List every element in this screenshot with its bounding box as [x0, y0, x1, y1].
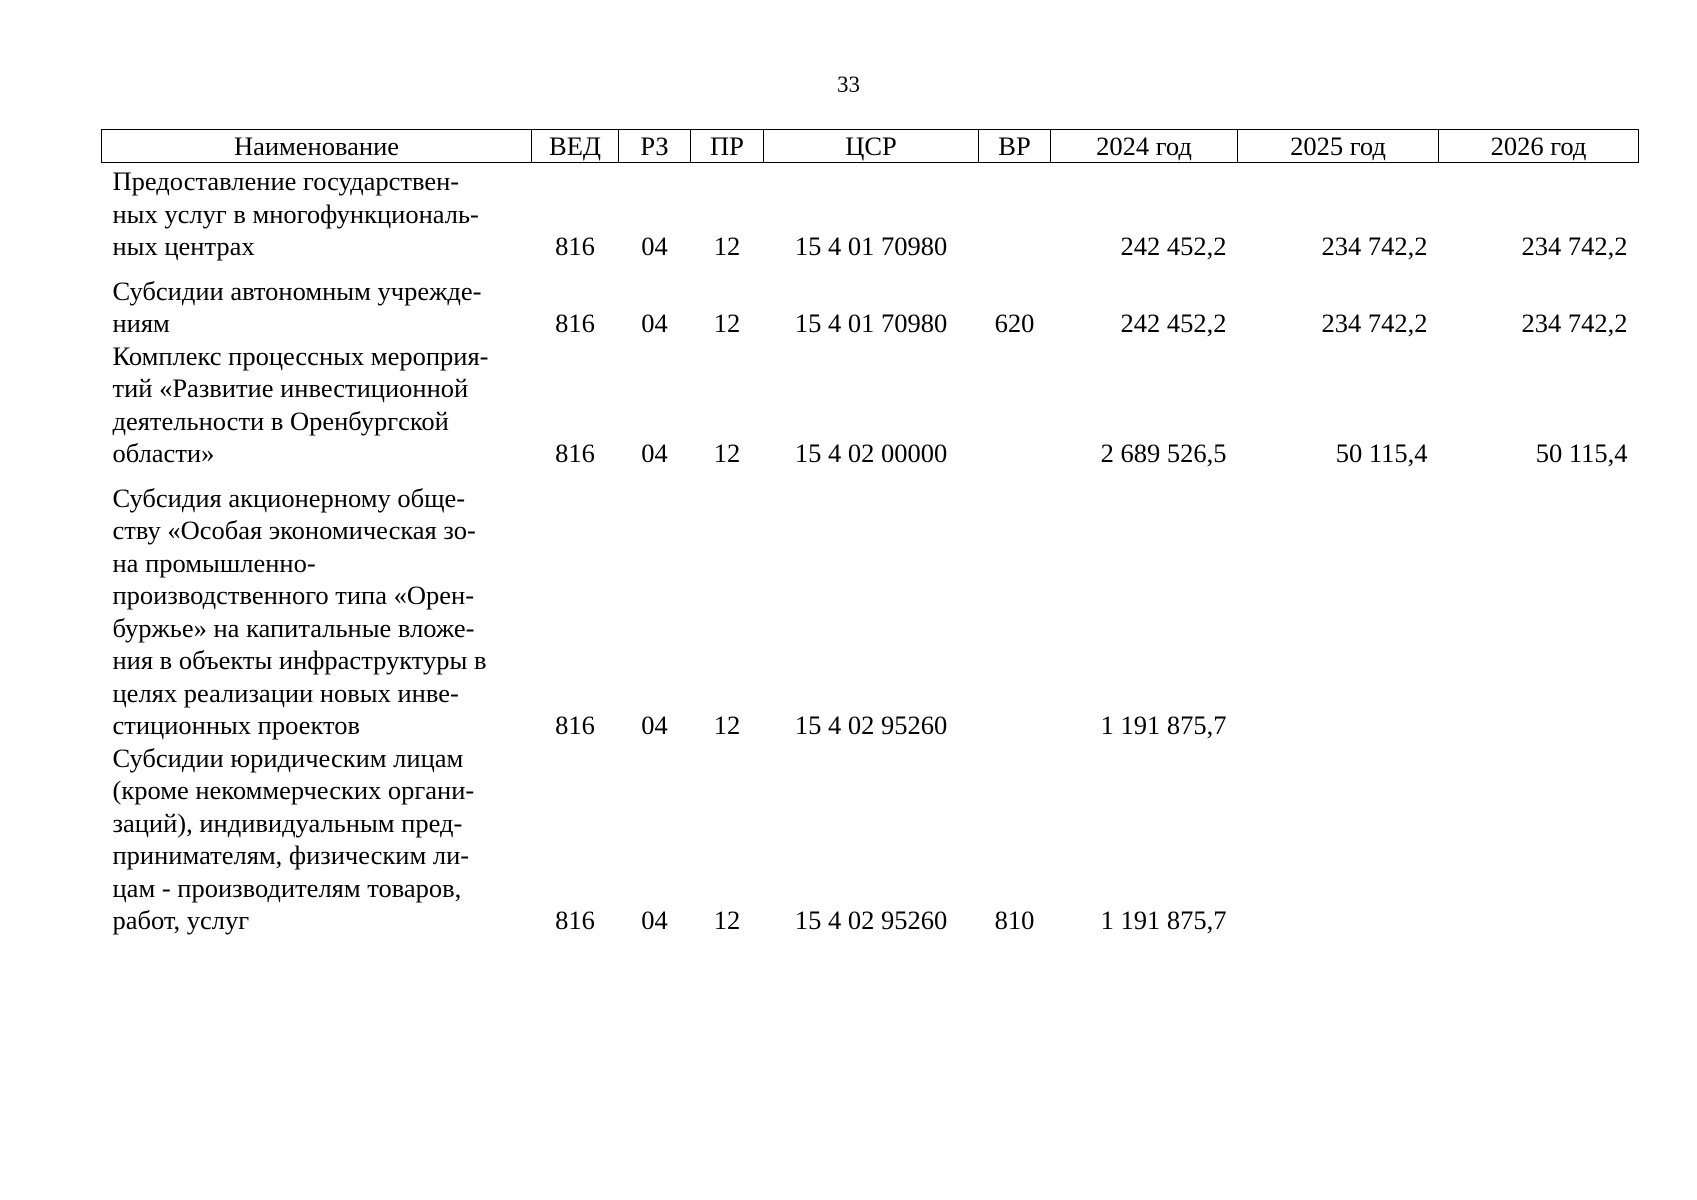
row-name-line: принимателям, физическим ли- [112, 840, 470, 870]
row-name-line: Предоставление государствен- [112, 166, 460, 196]
budget-table [101, 129, 1639, 937]
cell-pr: 12 [713, 308, 741, 338]
cell-csr: 15 4 01 70980 [794, 308, 948, 338]
header-name: Наименование [102, 130, 532, 163]
row-name [102, 470, 532, 742]
table-header-row [102, 130, 1639, 163]
cell-ved: 816 [555, 710, 595, 740]
header-2025: 2025 год [1238, 130, 1439, 163]
row-name-line: целях реализации новых инве- [112, 677, 459, 708]
cell-y2024: 1 191 875,7 [1100, 710, 1227, 740]
row-name-line: области» [112, 438, 215, 468]
cell-ved: 816 [555, 308, 595, 338]
cell-pr: 12 [713, 231, 741, 261]
table-row [102, 470, 1639, 742]
cell-y2026: 234 742,2 [1521, 231, 1628, 261]
budget-table-container [101, 129, 1638, 937]
row-name-line: тий «Развитие инвестиционной [112, 373, 469, 403]
row-name-line: Комплекс процессных мероприя- [112, 340, 489, 371]
cell-csr: 15 4 02 95260 [794, 905, 948, 935]
row-name [102, 263, 532, 340]
cell-y2026 [1439, 470, 1639, 742]
row-name [102, 163, 532, 263]
cell-y2025: 234 742,2 [1321, 308, 1428, 338]
cell-csr: 15 4 02 00000 [794, 438, 948, 468]
row-name-line: ных центрах [112, 231, 255, 261]
cell-pr: 12 [713, 905, 741, 935]
table-row [102, 742, 1639, 937]
cell-y2024: 242 452,2 [1120, 308, 1227, 338]
row-name [102, 742, 532, 937]
cell-y2024: 1 191 875,7 [1100, 905, 1227, 935]
cell-csr: 15 4 02 95260 [794, 710, 948, 740]
table-body [102, 163, 1639, 937]
row-name-line: заций), индивидуальным пред- [112, 807, 463, 838]
cell-vr: 620 [994, 308, 1035, 338]
row-name-line: буржье» на капитальные вложе- [112, 612, 475, 643]
cell-csr: 15 4 01 70980 [794, 231, 948, 261]
cell-y2026 [1439, 742, 1639, 937]
row-name-line: Субсидии юридическим лицам [112, 742, 464, 773]
cell-rz: 04 [641, 905, 668, 935]
row-name-line: (кроме некоммерческих органи- [112, 775, 475, 805]
row-name-line: ных услуг в многофункциональ- [112, 198, 479, 229]
table-row [102, 340, 1639, 470]
row-name-line: ниям [112, 308, 170, 338]
cell-y2025: 50 115,4 [1335, 438, 1428, 468]
cell-vr [979, 163, 1051, 263]
row-name-line: ния в объекты инфраструктуры в [112, 645, 487, 675]
cell-ved: 816 [555, 231, 595, 261]
header-pr: ПР [691, 130, 764, 163]
row-name-line: Субсидия акционерному обще- [112, 482, 466, 513]
cell-pr: 12 [713, 438, 741, 468]
row-name-line: цам - производителям товаров, [112, 872, 462, 903]
header-2026: 2026 год [1439, 130, 1639, 163]
cell-pr: 12 [713, 710, 741, 740]
cell-rz: 04 [641, 710, 668, 740]
header-csr: ЦСР [764, 130, 979, 163]
cell-y2024: 2 689 526,5 [1100, 438, 1227, 468]
cell-rz: 04 [641, 308, 668, 338]
row-name-line: деятельности в Оренбургской [112, 405, 449, 436]
row-name-line: производственного типа «Орен- [112, 580, 475, 610]
cell-rz: 04 [641, 438, 668, 468]
header-2024: 2024 год [1051, 130, 1238, 163]
row-name-line: стиционных проектов [112, 710, 360, 740]
table-row [102, 163, 1639, 263]
cell-vr [979, 340, 1051, 470]
cell-y2026: 234 742,2 [1521, 308, 1628, 338]
cell-y2025: 234 742,2 [1321, 231, 1428, 261]
row-name [102, 340, 532, 470]
cell-y2025 [1238, 470, 1439, 742]
cell-y2024: 242 452,2 [1120, 231, 1227, 261]
cell-ved: 816 [555, 438, 595, 468]
cell-y2026: 50 115,4 [1535, 438, 1628, 468]
table-row [102, 263, 1639, 340]
cell-ved: 816 [555, 905, 595, 935]
row-name-line: Субсидии автономным учрежде- [112, 275, 482, 306]
row-name-line: работ, услуг [112, 905, 250, 935]
cell-rz: 04 [641, 231, 668, 261]
header-ved: ВЕД [532, 130, 619, 163]
cell-vr: 810 [994, 905, 1035, 935]
header-vr: ВР [979, 130, 1051, 163]
header-rz: РЗ [619, 130, 691, 163]
cell-y2025 [1238, 742, 1439, 937]
row-name-line: ству «Особая экономическая зо- [112, 515, 476, 545]
page-number: 33 [837, 72, 860, 97]
cell-vr [979, 470, 1051, 742]
row-name-line: на промышленно- [112, 547, 316, 578]
